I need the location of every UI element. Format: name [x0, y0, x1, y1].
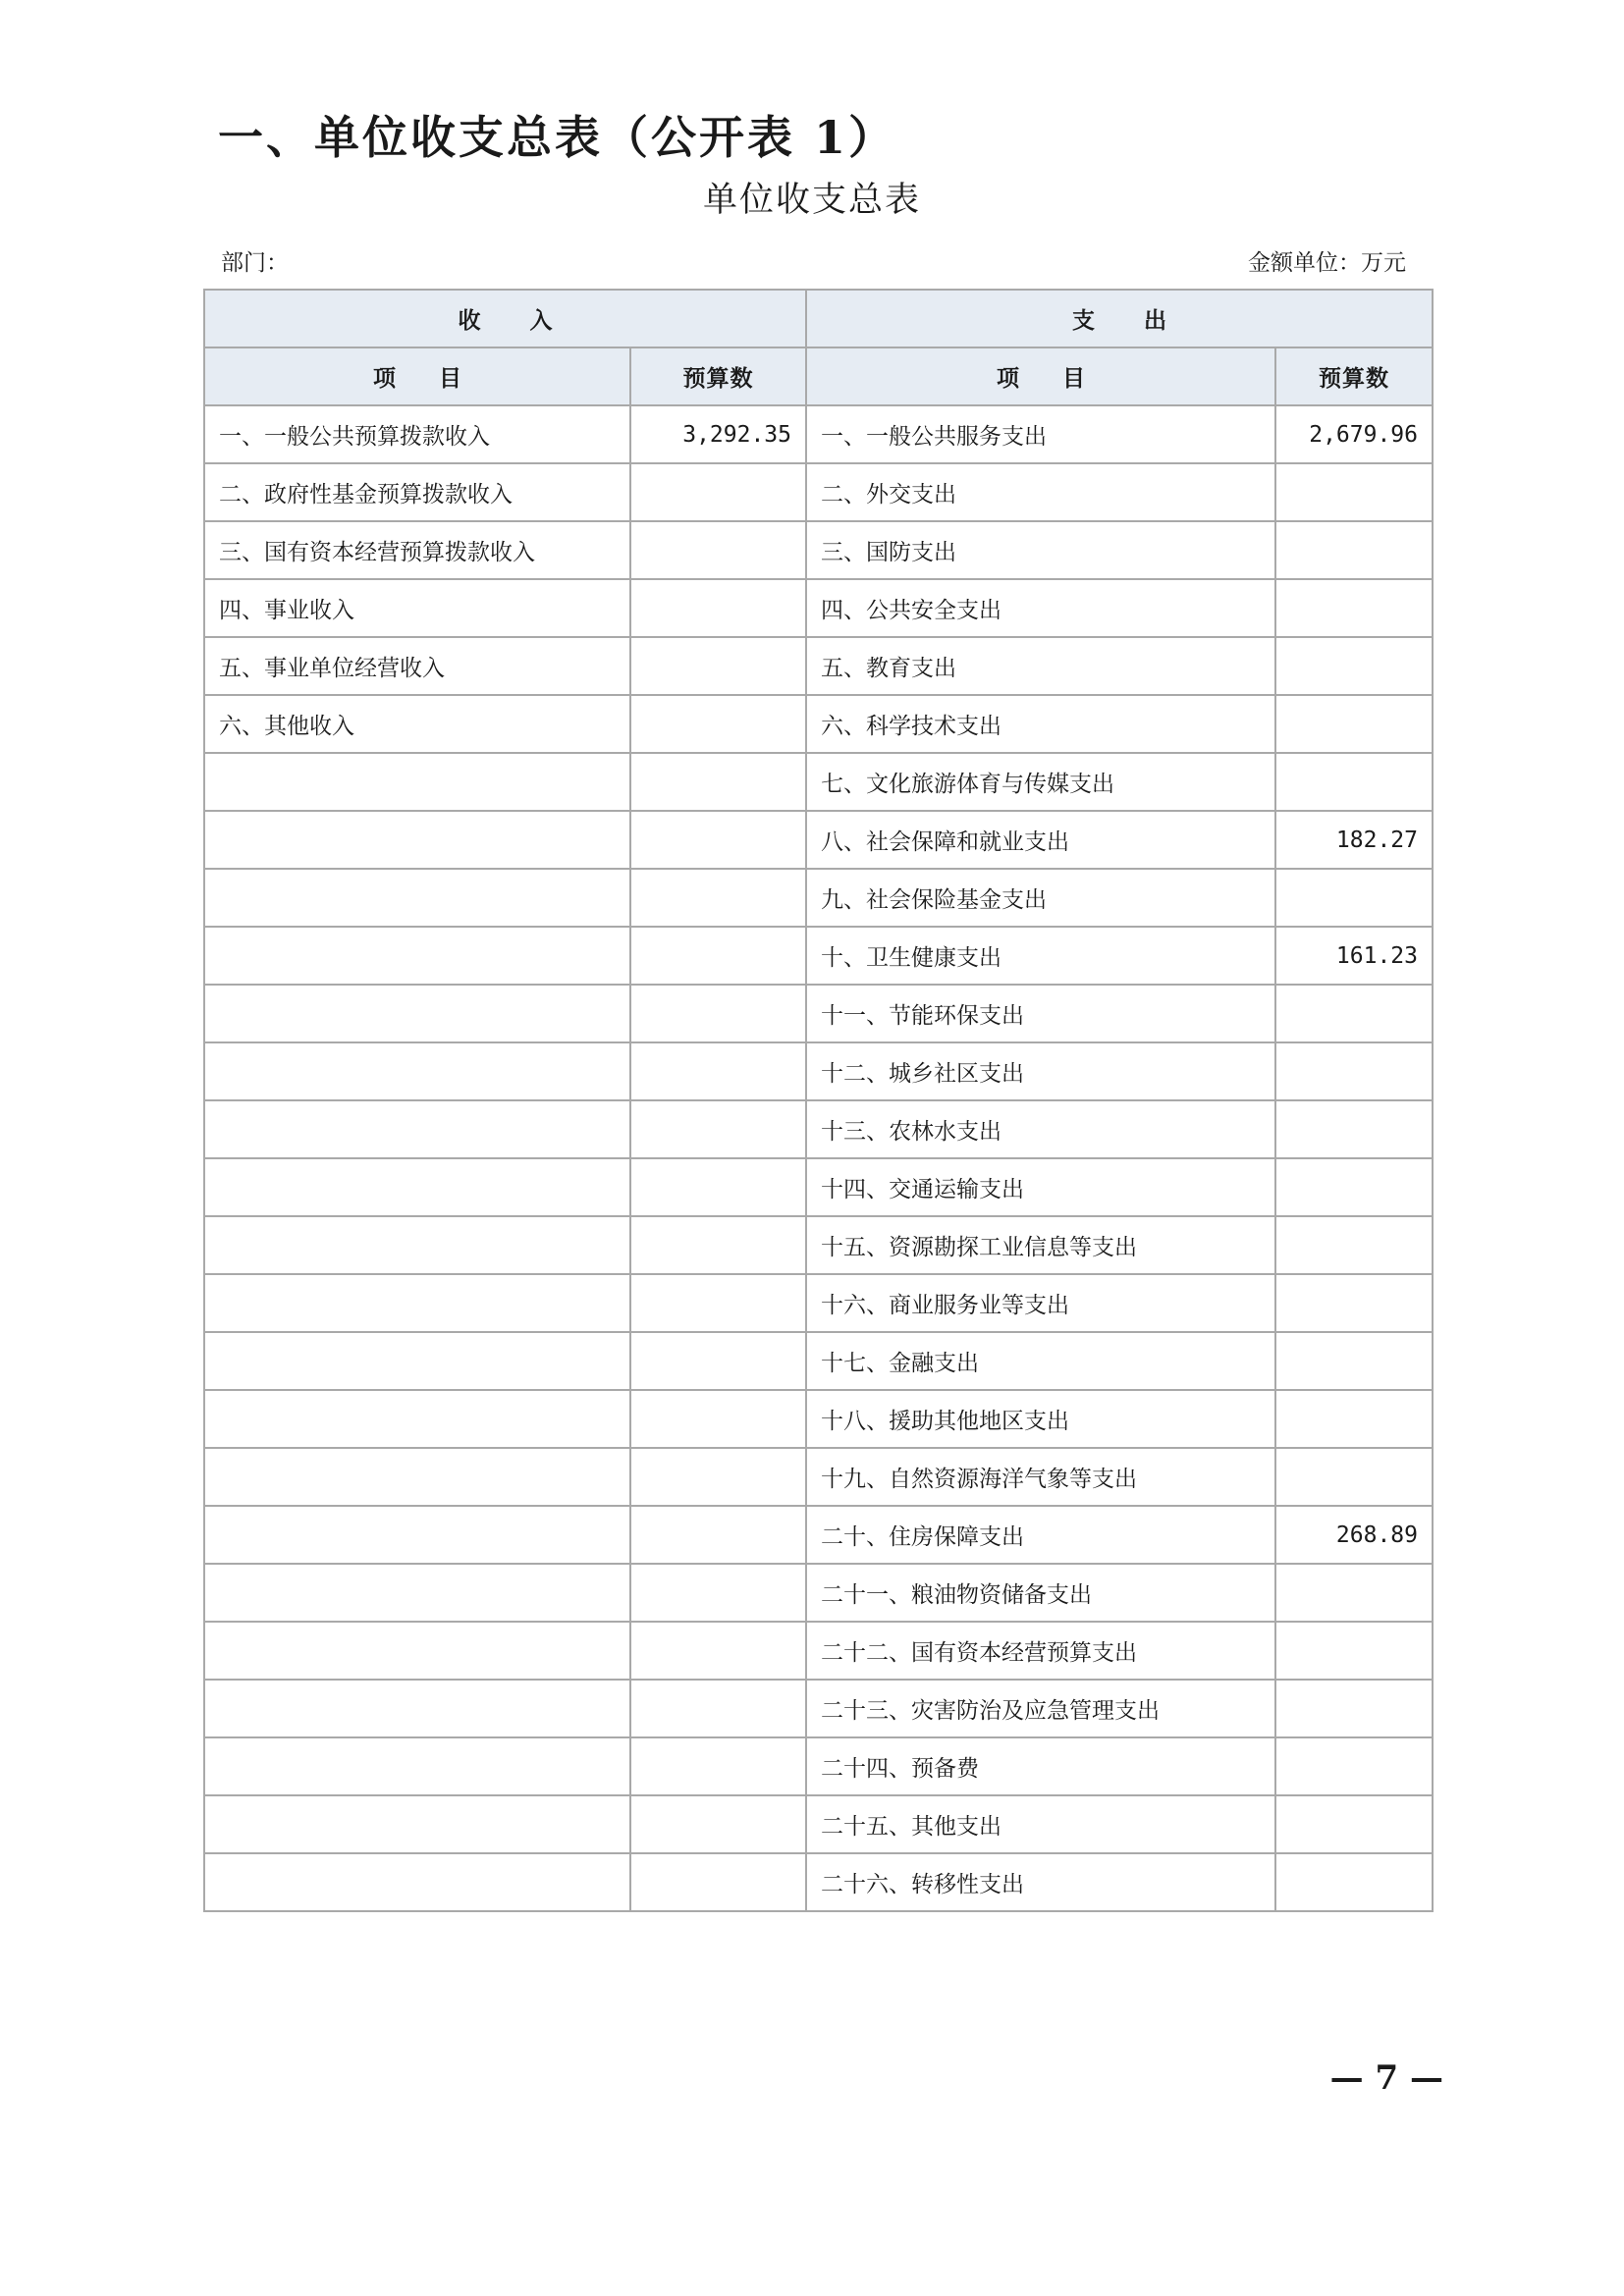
expense-item-cell: 一、一般公共服务支出: [806, 405, 1275, 463]
income-amount-cell: [630, 1564, 806, 1622]
expense-amount-cell: [1275, 1795, 1433, 1853]
table-row: [204, 1506, 1433, 1564]
income-item-cell: [204, 1216, 630, 1274]
expense-amount-cell: 161.23: [1275, 927, 1433, 985]
page-heading: 一、单位收支总表（公开表 1）: [218, 111, 897, 164]
expense-amount-cell: [1275, 1853, 1433, 1911]
expense-item-cell: 二十六、转移性支出: [806, 1853, 1275, 1911]
income-item-cell: [204, 985, 630, 1042]
expense-item-cell: 九、社会保险基金支出: [806, 869, 1275, 927]
expense-amount-cell: [1275, 1216, 1433, 1274]
table-row: [204, 637, 1433, 695]
table-row: [204, 927, 1433, 985]
expense-amount-cell: [1275, 1737, 1433, 1795]
expense-amount-cell: [1275, 579, 1433, 637]
expense-item-cell: 三、国防支出: [806, 521, 1275, 579]
income-item-cell: [204, 1390, 630, 1448]
table-row: [204, 811, 1433, 869]
income-item-cell: [204, 1737, 630, 1795]
expense-amount-cell: [1275, 637, 1433, 695]
expense-amount-cell: [1275, 1100, 1433, 1158]
table-row: [204, 1274, 1433, 1332]
expense-amount-cell: 268.89: [1275, 1506, 1433, 1564]
table-row: [204, 1332, 1433, 1390]
income-item-cell: [204, 927, 630, 985]
expense-item-cell: 二、外交支出: [806, 463, 1275, 521]
expense-item-cell: 二十、住房保障支出: [806, 1506, 1275, 1564]
table-row: [204, 1216, 1433, 1274]
expense-amount-cell: [1275, 1158, 1433, 1216]
unit-label: 金额单位：万元: [1248, 250, 1406, 276]
income-item-cell: [204, 1795, 630, 1853]
income-item-cell: [204, 1042, 630, 1100]
income-amount-cell: [630, 811, 806, 869]
table-row: [204, 1448, 1433, 1506]
income-item-cell: [204, 1158, 630, 1216]
expense-amount-cell: 182.27: [1275, 811, 1433, 869]
income-amount-cell: [630, 1042, 806, 1100]
expense-amount-cell: 2,679.96: [1275, 405, 1433, 463]
income-amount-cell: 3,292.35: [630, 405, 806, 463]
expense-item-cell: 十六、商业服务业等支出: [806, 1274, 1275, 1332]
expense-item-cell: 十五、资源勘探工业信息等支出: [806, 1216, 1275, 1274]
expense-item-cell: 二十五、其他支出: [806, 1795, 1275, 1853]
income-amount-cell: [630, 927, 806, 985]
income-amount-cell: [630, 637, 806, 695]
expense-amount-cell: [1275, 1390, 1433, 1448]
income-item-cell: [204, 1853, 630, 1911]
expense-item-cell: 四、公共安全支出: [806, 579, 1275, 637]
table-row: [204, 1042, 1433, 1100]
income-amount-cell: [630, 521, 806, 579]
table-row: [204, 405, 1433, 463]
income-amount-cell: [630, 579, 806, 637]
income-item-cell: [204, 1680, 630, 1737]
income-item-cell: [204, 1100, 630, 1158]
table-row: [204, 695, 1433, 753]
expense-item-cell: 十一、节能环保支出: [806, 985, 1275, 1042]
income-amount-cell: [630, 1737, 806, 1795]
income-amount-cell: [630, 1158, 806, 1216]
income-amount-cell: [630, 1506, 806, 1564]
income-item-cell: [204, 811, 630, 869]
column-header-row: [204, 347, 1433, 405]
expense-amount-cell: [1275, 1042, 1433, 1100]
budget-table: [203, 289, 1434, 1912]
income-amount-cell: [630, 753, 806, 811]
expense-item-cell: 二十二、国有资本经营预算支出: [806, 1622, 1275, 1680]
income-item-cell: [204, 1332, 630, 1390]
income-amount-cell: [630, 463, 806, 521]
income-amount-cell: [630, 1216, 806, 1274]
income-item-cell: 一、一般公共预算拨款收入: [204, 405, 630, 463]
income-amount-cell: [630, 1390, 806, 1448]
income-amount-cell: [630, 1274, 806, 1332]
expense-amount-cell: [1275, 1564, 1433, 1622]
income-header: 收入: [204, 290, 806, 347]
expense-item-cell: 五、教育支出: [806, 637, 1275, 695]
income-amount-cell: [630, 1853, 806, 1911]
table-row: [204, 985, 1433, 1042]
income-item-cell: [204, 1448, 630, 1506]
table-row: [204, 869, 1433, 927]
income-item-cell: 六、其他收入: [204, 695, 630, 753]
expense-amount-cell: [1275, 1622, 1433, 1680]
income-item-cell: [204, 1622, 630, 1680]
income-item-cell: 五、事业单位经营收入: [204, 637, 630, 695]
expense-item-cell: 十、卫生健康支出: [806, 927, 1275, 985]
expense-item-cell: 七、文化旅游体育与传媒支出: [806, 753, 1275, 811]
income-item-header: 项目: [204, 347, 630, 405]
department-label: 部门：: [221, 250, 289, 276]
table-row: [204, 1158, 1433, 1216]
expense-budget-header: 预算数: [1275, 347, 1433, 405]
expense-amount-cell: [1275, 1332, 1433, 1390]
table-row: [204, 1564, 1433, 1622]
table-row: [204, 1795, 1433, 1853]
income-amount-cell: [630, 1448, 806, 1506]
expense-amount-cell: [1275, 1274, 1433, 1332]
expense-item-cell: 十二、城乡社区支出: [806, 1042, 1275, 1100]
expense-item-cell: 十四、交通运输支出: [806, 1158, 1275, 1216]
table-row: [204, 1853, 1433, 1911]
expense-item-cell: 六、科学技术支出: [806, 695, 1275, 753]
table-body: [204, 405, 1433, 1911]
expense-amount-cell: [1275, 1680, 1433, 1737]
income-item-cell: 四、事业收入: [204, 579, 630, 637]
table-row: [204, 463, 1433, 521]
income-item-cell: [204, 753, 630, 811]
table-row: [204, 753, 1433, 811]
income-amount-cell: [630, 1680, 806, 1737]
table-row: [204, 1680, 1433, 1737]
expense-item-cell: 十八、援助其他地区支出: [806, 1390, 1275, 1448]
expense-item-cell: 八、社会保障和就业支出: [806, 811, 1275, 869]
income-amount-cell: [630, 1100, 806, 1158]
income-item-cell: [204, 1274, 630, 1332]
expense-amount-cell: [1275, 695, 1433, 753]
expense-amount-cell: [1275, 985, 1433, 1042]
table-row: [204, 1100, 1433, 1158]
income-amount-cell: [630, 985, 806, 1042]
income-amount-cell: [630, 1332, 806, 1390]
income-amount-cell: [630, 1622, 806, 1680]
expense-item-cell: 二十三、灾害防治及应急管理支出: [806, 1680, 1275, 1737]
expense-header: 支出: [806, 290, 1433, 347]
income-item-cell: 三、国有资本经营预算拨款收入: [204, 521, 630, 579]
expense-item-header: 项目: [806, 347, 1275, 405]
table-row: [204, 1622, 1433, 1680]
expense-item-cell: 十九、自然资源海洋气象等支出: [806, 1448, 1275, 1506]
expense-amount-cell: [1275, 1448, 1433, 1506]
expense-item-cell: 十三、农林水支出: [806, 1100, 1275, 1158]
expense-amount-cell: [1275, 521, 1433, 579]
expense-item-cell: 十七、金融支出: [806, 1332, 1275, 1390]
page-number: — 7 —: [1329, 2058, 1443, 2098]
income-budget-header: 预算数: [630, 347, 806, 405]
table-title: 单位收支总表: [702, 181, 921, 220]
income-amount-cell: [630, 695, 806, 753]
expense-item-cell: 二十一、粮油物资储备支出: [806, 1564, 1275, 1622]
income-item-cell: [204, 869, 630, 927]
table-row: [204, 579, 1433, 637]
income-item-cell: [204, 1506, 630, 1564]
income-amount-cell: [630, 1795, 806, 1853]
income-amount-cell: [630, 869, 806, 927]
income-item-cell: 二、政府性基金预算拨款收入: [204, 463, 630, 521]
income-item-cell: [204, 1564, 630, 1622]
table-row: [204, 521, 1433, 579]
group-header-row: [204, 290, 1433, 347]
table-row: [204, 1390, 1433, 1448]
expense-amount-cell: [1275, 869, 1433, 927]
expense-amount-cell: [1275, 753, 1433, 811]
table-row: [204, 1737, 1433, 1795]
expense-amount-cell: [1275, 463, 1433, 521]
expense-item-cell: 二十四、预备费: [806, 1737, 1275, 1795]
